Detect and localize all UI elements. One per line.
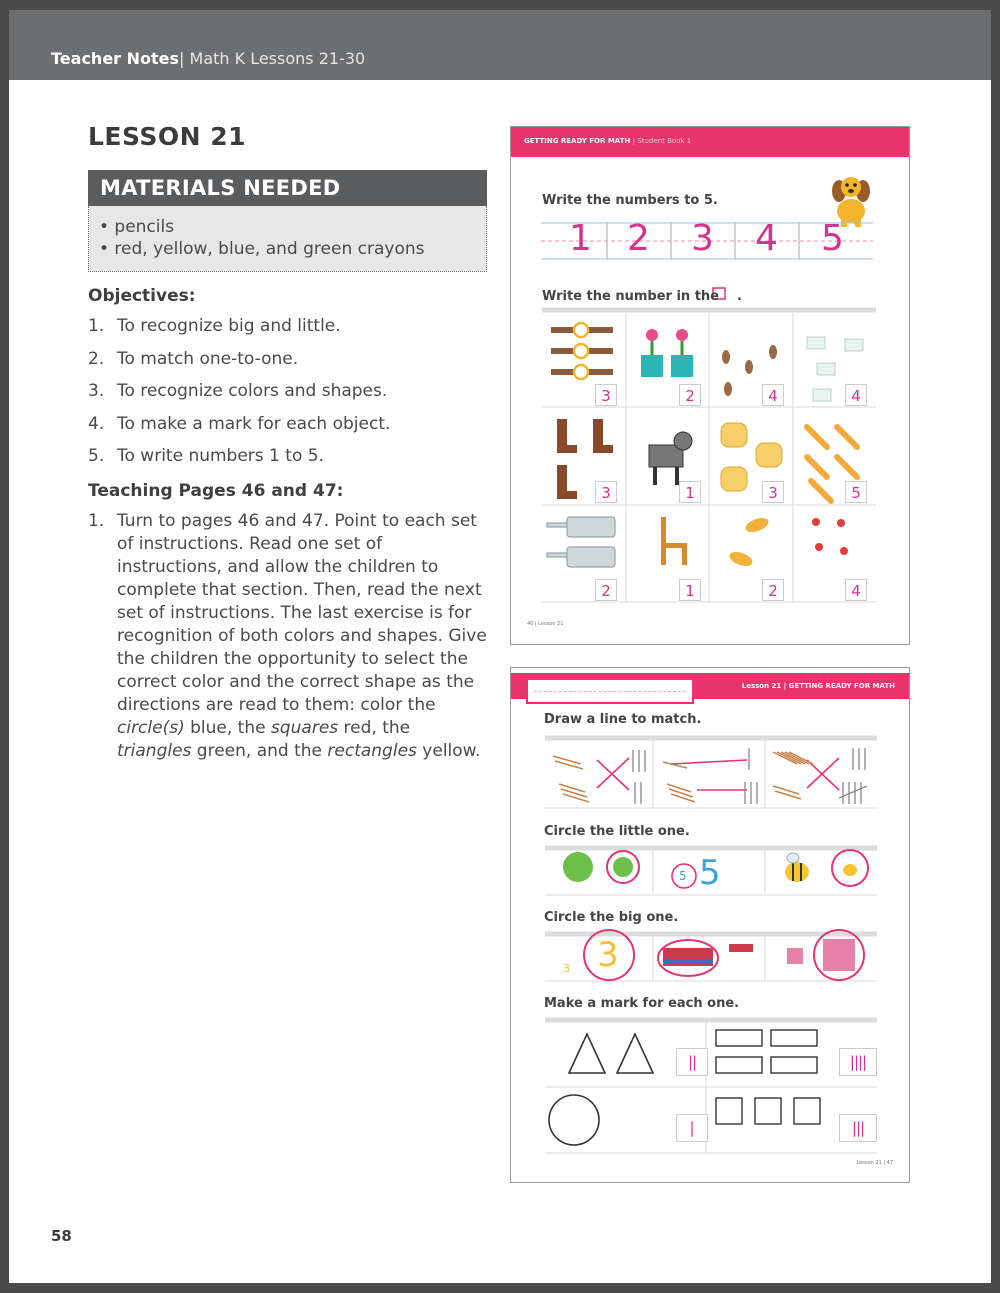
match-label: Draw a line to match.: [544, 712, 702, 727]
list-item: [88, 316, 488, 349]
answer-box: 4: [762, 384, 784, 406]
item-text: To recognize big and little.: [117, 316, 341, 336]
list-item: [88, 414, 488, 447]
worksheet-page-47: [510, 667, 910, 1183]
answer-box: 2: [679, 384, 701, 406]
mark-label: Make a mark for each one.: [544, 996, 740, 1011]
triangle-icon: [569, 1034, 653, 1073]
circle-shape-icon: [549, 1095, 599, 1145]
large-number: 3: [597, 935, 619, 975]
teaching-text: [117, 510, 487, 763]
item-text: To match one-to-one.: [117, 348, 299, 369]
text-run: green, and the: [191, 741, 328, 761]
document-page: [9, 10, 991, 1283]
bird-icon: [812, 518, 848, 555]
item-number: 3.: [88, 381, 105, 401]
item-text: To recognize colors and shapes.: [117, 381, 388, 401]
text-run: triangles: [117, 741, 192, 761]
square-shape-icon: [716, 1098, 820, 1124]
number-glyph: 3: [691, 218, 714, 259]
header-subtitle: Math K Lessons 21-30: [189, 49, 366, 68]
text-run: squares: [270, 718, 339, 738]
number-glyph: 4: [755, 218, 778, 259]
worksheet-footer: Lesson 21 | 47: [856, 1160, 893, 1166]
list-item: [88, 381, 488, 414]
header-separator: |: [179, 49, 185, 68]
pot-icon: [547, 517, 615, 567]
header-text: [51, 49, 365, 68]
item-number: 1.: [88, 511, 105, 531]
flower-pot-icon: [641, 329, 693, 377]
text-run: blue, the: [184, 718, 271, 738]
chair-icon: [661, 517, 687, 565]
materials-item: • red, yellow, blue, and green crayons: [99, 239, 425, 259]
objectives-list: [88, 316, 488, 479]
answer-box: 2: [595, 579, 617, 601]
number-glyph: 1: [569, 218, 592, 259]
write-in-box-label: Write the number in the .: [542, 289, 742, 304]
cat-icon: [649, 432, 692, 485]
item-text: To write numbers 1 to 5.: [117, 446, 324, 466]
teaching-heading: Teaching Pages 46 and 47:: [88, 481, 344, 501]
answer-box: 3: [595, 384, 617, 406]
number-glyph: 2: [627, 218, 650, 259]
item-number: 4.: [88, 413, 105, 434]
number-glyph: 5: [821, 218, 844, 259]
small-number: 3: [563, 962, 570, 975]
write-numbers-label: Write the numbers to 5.: [542, 193, 718, 208]
header-title: Teacher Notes: [51, 49, 180, 68]
bus-icon: [658, 940, 753, 976]
answer-box: 1: [679, 481, 701, 503]
tally-box: |: [676, 1114, 708, 1142]
list-item: [88, 349, 488, 382]
rectangle-icon: [716, 1030, 817, 1073]
band-title: GETTING READY FOR MATH: [524, 137, 631, 145]
band-subtitle: | Student Book 1: [632, 137, 692, 145]
answer-box: 2: [762, 579, 784, 601]
text-run: yellow.: [416, 741, 481, 761]
answer-box: 3: [595, 481, 617, 503]
materials-heading: MATERIALS NEEDED: [88, 170, 487, 206]
big-label: Circle the big one.: [544, 910, 679, 925]
item-number: 1.: [88, 316, 105, 336]
small-number: 5: [679, 869, 687, 883]
answer-box: 1: [679, 579, 701, 601]
match-sticks: [553, 752, 813, 802]
tally-box: |||: [839, 1114, 877, 1142]
materials-box: [88, 206, 487, 272]
answer-box: 4: [845, 579, 867, 601]
worksheet-page-46: [510, 126, 910, 645]
worksheet-footer: 46 | Lesson 21: [527, 621, 564, 627]
pink-square-icon: [787, 930, 864, 980]
answer-box: 5: [845, 481, 867, 503]
watch-icon: [551, 323, 613, 379]
text-run: Turn to pages 46 and 47. Point to each set of instructions. Read one set of instructions, and allow the children to complete that section. Then, read the next set of instructions. The last exercise is for recognition of both colors and shapes. Give the children the opportunity to select the correct color and the correct shape as the directions are read to them: color the: [117, 511, 487, 715]
list-item: [88, 446, 488, 479]
green-dot-icon: [563, 851, 639, 883]
bee-icon: [785, 850, 868, 886]
little-label: Circle the little one.: [544, 824, 690, 839]
page-number: 58: [51, 1227, 72, 1245]
lesson-title: LESSON 21: [88, 122, 247, 151]
leaf-icon: [728, 515, 771, 568]
match-grid: [545, 738, 877, 808]
large-number: 5: [699, 853, 721, 893]
materials-item: • pencils: [99, 217, 175, 237]
tally-box: ||: [676, 1048, 708, 1076]
answer-box: 4: [845, 384, 867, 406]
answer-box: 3: [762, 481, 784, 503]
item-number: 5.: [88, 446, 105, 466]
text-run: rectangles: [327, 741, 417, 761]
objectives-heading: Objectives:: [88, 286, 196, 306]
label-text: Write the number in the: [542, 289, 719, 304]
band-title: Lesson 21 | GETTING READY FOR MATH: [741, 682, 895, 690]
tally-box: ||||: [839, 1048, 877, 1076]
worksheet-47-art: [511, 668, 909, 1182]
text-run: circle(s): [117, 718, 185, 738]
tally-marks: [633, 748, 867, 804]
text-run: red, the: [338, 718, 411, 738]
item-text: To make a mark for each object.: [117, 413, 391, 434]
page-header: [9, 10, 991, 80]
item-number: 2.: [88, 348, 105, 369]
